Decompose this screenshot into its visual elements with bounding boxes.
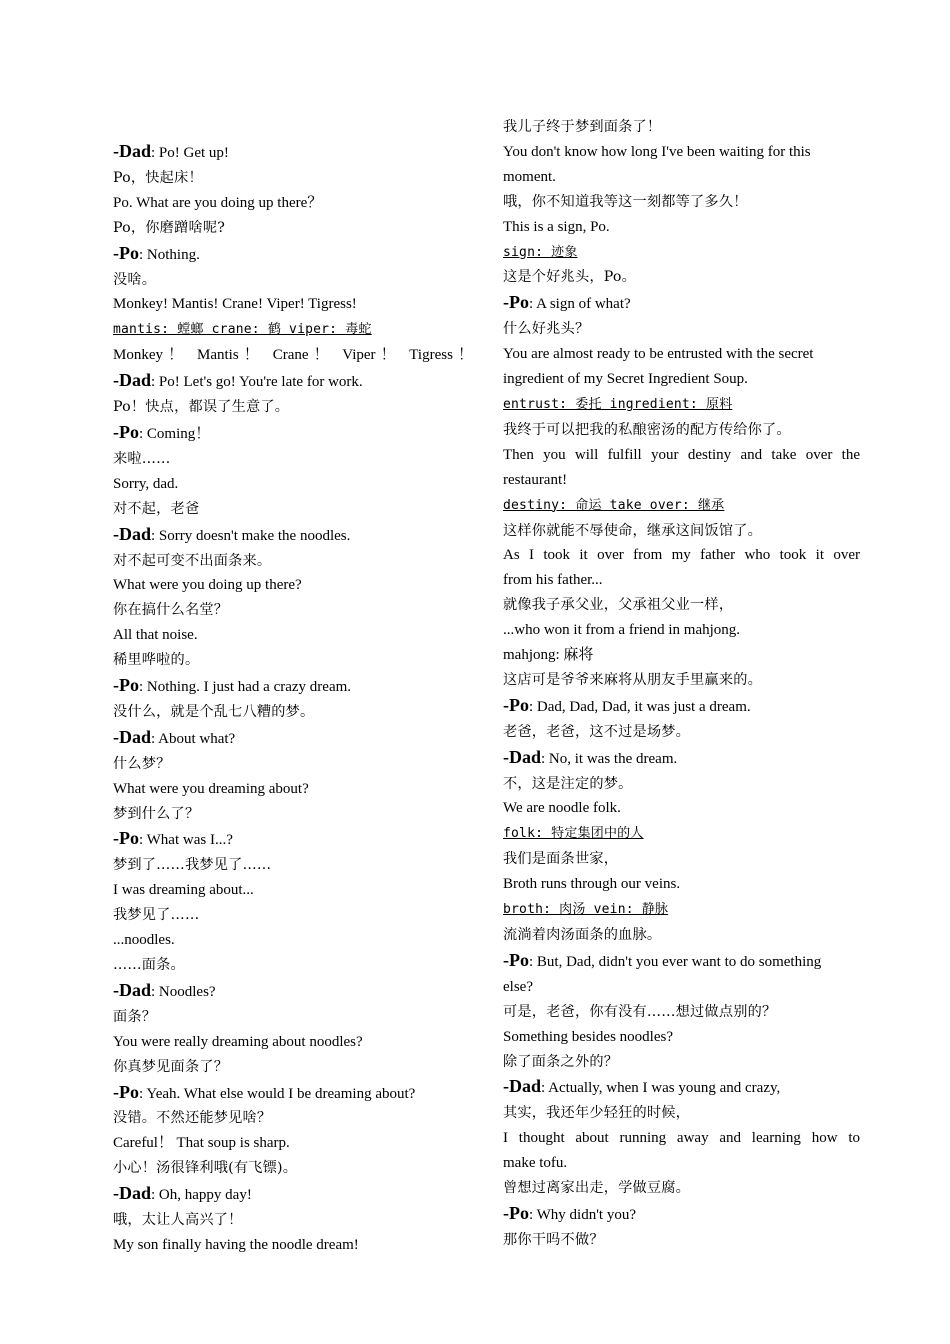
english-line — [503, 165, 860, 190]
english-line — [113, 777, 473, 802]
chinese-translation — [113, 700, 473, 725]
speaker-name: -Po — [113, 828, 139, 849]
line-text: You are almost ready to be entrusted with the secret — [503, 346, 814, 363]
dialogue-line — [503, 745, 860, 772]
english-line — [113, 928, 473, 953]
chinese-translation — [503, 593, 860, 618]
line-text: 老爸，老爸，这不过是场梦。 — [503, 723, 691, 740]
speaker-name: -Dad — [113, 141, 152, 161]
line-text: mahjong: 麻将 — [503, 647, 594, 664]
line-text: 你在搞什么名堂？ — [113, 602, 229, 619]
line-text: 你真梦见面条了？ — [113, 1058, 229, 1075]
chinese-translation — [503, 1101, 860, 1126]
dialogue-text: : Nothing. I just had a crazy dream. — [139, 679, 352, 696]
dialogue-line — [113, 241, 473, 268]
line-text: 没什么，就是个乱七八糟的梦。 — [113, 703, 315, 720]
vocabulary-text: destiny: 命运 take over: 继承 — [503, 497, 725, 513]
line-text: 对不起可变不出面条来。 — [113, 552, 272, 569]
speaker-name: -Dad — [113, 726, 152, 747]
line-text: ……面条。 — [113, 957, 185, 973]
english-line — [113, 1233, 473, 1258]
line-text: 可是，老爸，你有没有……想过做点别的？ — [503, 1003, 777, 1020]
chinese-translation — [113, 953, 473, 978]
dialogue-line — [113, 139, 473, 166]
line-text: You were really dreaming about noodles? — [113, 1033, 363, 1050]
chinese-translation — [503, 720, 860, 745]
speaker-name: -Po — [503, 694, 529, 715]
chinese-translation — [503, 265, 860, 290]
chinese-translation — [503, 418, 860, 443]
line-text: 那你干吗不做？ — [503, 1231, 604, 1248]
english-line — [113, 573, 473, 598]
line-text: 来啦…… — [113, 450, 171, 467]
line-text: What were you doing up there? — [113, 577, 302, 594]
line-text: 梦到什么了？ — [113, 805, 200, 822]
dialogue-line — [503, 1074, 860, 1101]
chinese-translation — [113, 1005, 473, 1030]
chinese-translation — [113, 268, 473, 293]
chinese-translation — [113, 903, 473, 928]
dialogue-line — [503, 1201, 860, 1228]
line-text: 这是个好兆头，Po。 — [503, 269, 637, 286]
english-line — [503, 215, 860, 240]
line-text: All that noise. — [113, 627, 198, 644]
line-text: Something besides noodles? — [503, 1028, 673, 1045]
line-text: 其实，我还年少轻狂的时候， — [503, 1105, 691, 1122]
dialogue-text: : Nothing. — [139, 246, 200, 263]
line-text: Sorry, dad. — [113, 475, 179, 492]
chinese-translation — [113, 1106, 473, 1131]
line-text: Po！快点，都误了生意了。 — [113, 399, 290, 416]
dialogue-text: : About what? — [151, 730, 236, 747]
dialogue-text: : Sorry doesn't make the noodles. — [151, 527, 351, 544]
dialogue-line — [113, 522, 473, 549]
line-text: moment. — [503, 168, 556, 185]
chinese-translation — [503, 847, 860, 872]
vocabulary-text: entrust: 委托 ingredient: 原料 — [503, 396, 733, 412]
line-text: My son finally having the noodle dream! — [113, 1236, 359, 1253]
line-text: Po，快起床！ — [113, 169, 203, 186]
chinese-translation — [113, 1208, 473, 1233]
dialogue-text: : But, Dad, didn't you ever want to do something — [529, 953, 822, 970]
dialogue-line — [113, 673, 473, 700]
english-line — [503, 796, 860, 821]
speaker-name: -Dad — [113, 370, 152, 391]
english-line: Monkey！ Mantis！ Crane！ Viper！ Tigress！ — [113, 347, 473, 364]
chinese-translation — [113, 598, 473, 623]
dialogue-text: : Why didn't you? — [529, 1206, 636, 1223]
line-text: 梦到了……我梦见了…… — [113, 857, 272, 874]
line-text: 这样你就能不辱使命，继承这间饭馆了。 — [503, 522, 762, 539]
vocabulary-note — [503, 240, 860, 266]
line-text: 我们是面条世家， — [503, 851, 619, 868]
english-line — [113, 472, 473, 497]
english-line: I thought about running away and learning how to — [503, 1130, 860, 1147]
dialogue-text: : Po! Get up! — [151, 145, 229, 161]
line-text: 对不起，老爸 — [113, 500, 200, 517]
speaker-name: -Po — [503, 292, 529, 313]
chinese-translation — [503, 668, 860, 693]
line-text: 就像我子承父业，父承祖父业一样， — [503, 597, 734, 614]
dialogue-line — [113, 1080, 473, 1107]
english-line — [113, 878, 473, 903]
english-line — [503, 643, 860, 668]
line-text: Monkey! Mantis! Crane! Viper! Tigress! — [113, 296, 357, 313]
english-line — [503, 975, 860, 1000]
line-text: ...noodles. — [113, 932, 175, 949]
vocabulary-text: folk: 特定集团中的人 — [503, 826, 644, 842]
speaker-name: -Dad — [113, 1183, 152, 1204]
dialogue-text: : Yeah. What else would I be dreaming about? — [139, 1085, 416, 1102]
chinese-translation — [113, 497, 473, 522]
chinese-translation — [503, 519, 860, 544]
chinese-translation — [113, 1055, 473, 1080]
right-column — [503, 115, 860, 1253]
english-line — [503, 367, 860, 392]
vocabulary-note — [503, 392, 860, 418]
english-line — [503, 618, 860, 643]
vocabulary-note — [503, 493, 860, 519]
dialogue-line — [113, 978, 473, 1005]
chinese-translation — [503, 317, 860, 342]
chinese-translation — [113, 549, 473, 574]
chinese-translation — [503, 115, 860, 140]
line-text: Po. What are you doing up there？ — [113, 194, 323, 211]
english-line — [113, 623, 473, 648]
line-text: restaurant! — [503, 471, 568, 488]
dialogue-text: : Oh, happy day! — [151, 1187, 252, 1204]
speaker-name: -Po — [503, 949, 529, 970]
dialogue-text: : Noodles? — [151, 983, 216, 1000]
dialogue-line — [503, 948, 860, 975]
line-text: I was dreaming about... — [113, 882, 254, 899]
vocabulary-note — [113, 317, 473, 343]
line-text: 曾想过离家出走，学做豆腐。 — [503, 1180, 691, 1197]
english-line — [113, 1030, 473, 1055]
vocabulary-note — [503, 897, 860, 923]
chinese-translation — [113, 447, 473, 472]
english-line — [503, 468, 860, 493]
speaker-name: -Po — [113, 421, 139, 442]
english-line: As I took it over from my father who took it over — [503, 547, 860, 564]
dialogue-line — [113, 368, 473, 395]
dialogue-text: : Coming！ — [139, 425, 211, 442]
chinese-translation — [113, 752, 473, 777]
speaker-name: -Po — [113, 675, 139, 696]
vocabulary-text: sign: 迹象 — [503, 244, 578, 260]
chinese-translation — [113, 166, 473, 191]
speaker-name: -Dad — [503, 746, 542, 767]
dialogue-line — [503, 693, 860, 720]
line-text: ingredient of my Secret Ingredient Soup. — [503, 371, 748, 388]
dialogue-line — [113, 826, 473, 853]
line-text: Broth runs through our veins. — [503, 876, 681, 893]
chinese-translation — [113, 395, 473, 420]
english-line — [503, 568, 860, 593]
english-line — [113, 292, 473, 317]
chinese-translation — [503, 923, 860, 948]
vocabulary-note — [503, 821, 860, 847]
dialogue-text: : Actually, when I was young and crazy, — [541, 1080, 781, 1097]
speaker-name: -Dad — [503, 1076, 542, 1097]
line-text: 除了面条之外的？ — [503, 1053, 619, 1070]
speaker-name: -Po — [113, 1081, 139, 1102]
english-line — [503, 872, 860, 897]
chinese-translation — [503, 1000, 860, 1025]
line-text: 这店可是爷爷来麻将从朋友手里赢来的。 — [503, 671, 762, 688]
line-text: What were you dreaming about? — [113, 780, 309, 797]
line-text: ...who won it from a friend in mahjong. — [503, 622, 741, 639]
vocabulary-text: broth: 肉汤 vein: 静脉 — [503, 902, 669, 918]
chinese-translation — [113, 1156, 473, 1181]
line-text: 我终于可以把我的私酿密汤的配方传给你了。 — [503, 421, 791, 438]
english-line — [503, 342, 860, 367]
line-text: 什么好兆头？ — [503, 321, 590, 338]
chinese-translation — [113, 216, 473, 241]
english-line: Then you will fulfill your destiny and take over the — [503, 446, 860, 463]
left-column — [113, 139, 473, 1258]
line-text: 没错。不然还能梦见啥？ — [113, 1110, 272, 1127]
dialogue-line — [113, 725, 473, 752]
chinese-translation — [503, 1228, 860, 1253]
speaker-name: -Po — [113, 242, 139, 263]
line-text: from his father... — [503, 572, 603, 589]
dialogue-text: : A sign of what? — [529, 296, 631, 313]
line-text: 小心！汤很锋利哦(有飞镖)。 — [113, 1160, 298, 1177]
english-line — [113, 191, 473, 216]
line-text: Po，你磨蹭啥呢? — [113, 219, 226, 236]
line-text: 哦，你不知道我等这一刻都等了多久！ — [503, 193, 748, 210]
line-text: Careful！ That soup is sharp. — [113, 1135, 290, 1152]
english-line — [113, 1131, 473, 1156]
line-text: 哦，太让人高兴了！ — [113, 1212, 243, 1229]
line-text: 面条？ — [113, 1008, 157, 1025]
english-line — [503, 1151, 860, 1176]
line-text: 不，这是注定的梦。 — [503, 775, 633, 792]
chinese-translation — [113, 648, 473, 673]
line-text: You don't know how long I've been waiting for this — [503, 143, 811, 160]
line-text: 流淌着肉汤面条的血脉。 — [503, 927, 662, 943]
speaker-name: -Po — [503, 1202, 529, 1223]
dialogue-text: : Po! Let's go! You're late for work. — [151, 374, 363, 391]
line-text: This is a sign, Po. — [503, 218, 610, 235]
dialogue-line — [503, 290, 860, 317]
speaker-name: -Dad — [113, 523, 152, 544]
line-text: 没啥。 — [113, 271, 157, 288]
line-text: We are noodle folk. — [503, 800, 621, 817]
line-text: 什么梦？ — [113, 755, 171, 772]
chinese-translation — [503, 1176, 860, 1201]
line-text: 我儿子终于梦到面条了！ — [503, 119, 662, 135]
dialogue-text: : No, it was the dream. — [541, 750, 678, 767]
chinese-translation — [503, 772, 860, 797]
line-text: make tofu. — [503, 1155, 568, 1172]
vocabulary-text: mantis: 螳螂 crane: 鹤 viper: 毒蛇 — [113, 322, 372, 338]
chinese-translation — [503, 1050, 860, 1075]
dialogue-line — [113, 420, 473, 447]
english-line — [503, 140, 860, 165]
dialogue-line — [113, 1181, 473, 1208]
chinese-translation — [503, 190, 860, 215]
chinese-translation — [113, 802, 473, 827]
dialogue-text: : Dad, Dad, Dad, it was just a dream. — [529, 698, 751, 715]
line-text: 我梦见了…… — [113, 907, 200, 924]
line-text: else? — [503, 978, 533, 995]
english-line — [503, 1025, 860, 1050]
speaker-name: -Dad — [113, 979, 152, 1000]
dialogue-text: : What was I...? — [139, 832, 233, 849]
chinese-translation — [113, 853, 473, 878]
line-text: 稀里哗啦的。 — [113, 652, 200, 669]
